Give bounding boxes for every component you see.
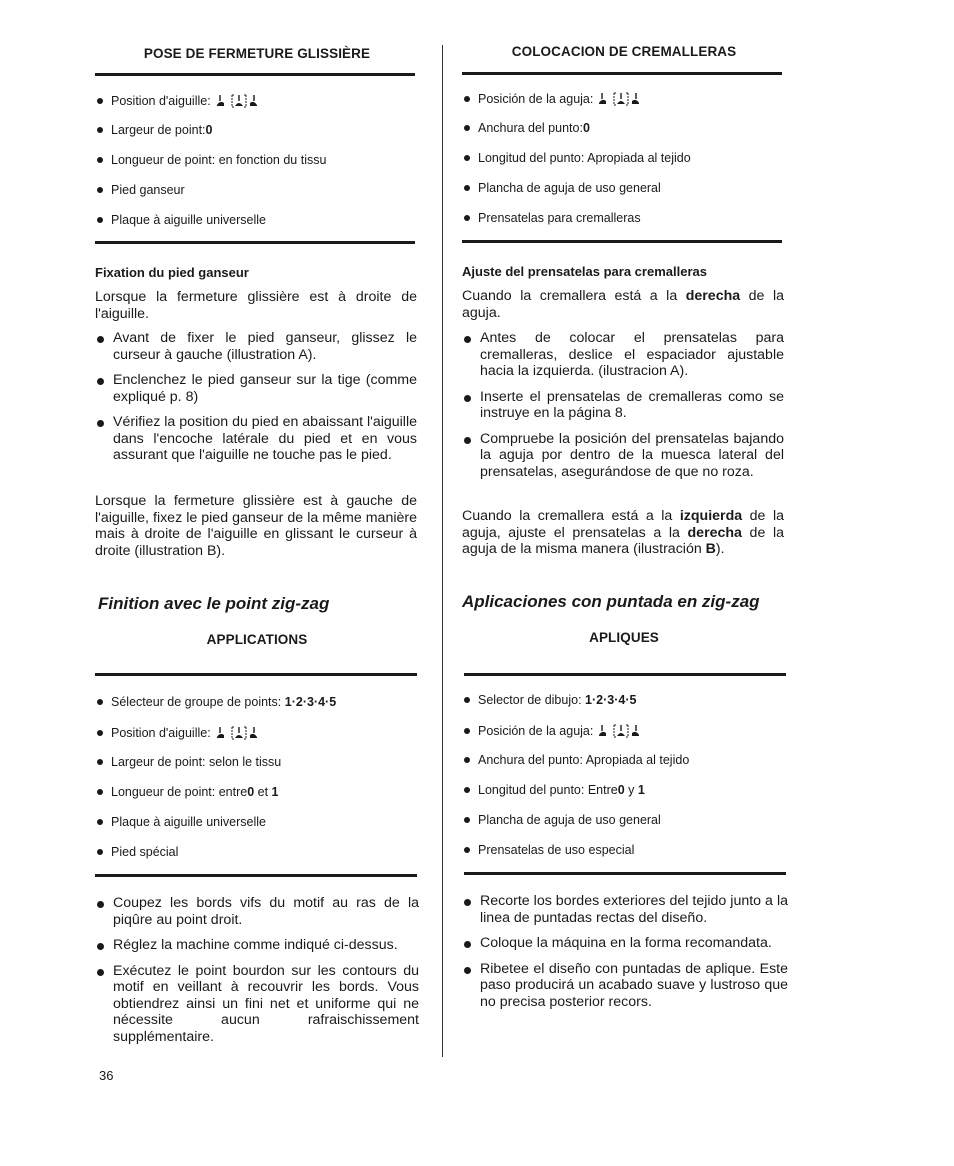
spec-stitch-length bbox=[95, 785, 279, 799]
rule bbox=[95, 874, 417, 877]
bullet bbox=[464, 155, 470, 161]
text: izquierda bbox=[679, 508, 743, 524]
paragraph bbox=[462, 508, 784, 558]
spec-label: Plancha de aguja de uso general bbox=[478, 813, 661, 827]
spec-label: Largeur de point: bbox=[111, 123, 206, 137]
bullet bbox=[97, 819, 103, 825]
section-heading: Finition avec le point zig-zag bbox=[98, 594, 330, 613]
spec-value: 0 bbox=[247, 785, 255, 799]
spec-label: Prensatelas de uso especial bbox=[478, 843, 635, 857]
list-item: Vérifiez la position du pied en abaissant l'aiguille dans l'encoche latérale du pied et en vous assurant que l'aiguille ne touche pas le pied. bbox=[95, 414, 417, 464]
list-item: Avant de fixer le pied ganseur, glissez le curseur à gauche (illustration A). bbox=[95, 330, 417, 363]
text: Cuando la cremallera está a la bbox=[462, 288, 686, 304]
bullet bbox=[464, 697, 470, 703]
spec-stitch-width bbox=[95, 123, 212, 137]
spec-label: Longueur de point: entre bbox=[111, 785, 248, 799]
bullet bbox=[97, 730, 103, 736]
needle-position-icon bbox=[217, 725, 259, 741]
bullet bbox=[97, 789, 103, 795]
spec-label: Pied ganseur bbox=[111, 183, 185, 197]
rule bbox=[95, 673, 417, 676]
spec-label: Posición de la aguja: bbox=[478, 724, 594, 738]
bullet bbox=[464, 185, 470, 191]
spec-needle-position bbox=[462, 723, 641, 739]
spec-stitch-width bbox=[462, 121, 590, 135]
rule bbox=[95, 241, 415, 244]
text: de la aguja, ajuste el prensatelas a la bbox=[462, 508, 784, 541]
bullet-list bbox=[462, 330, 784, 480]
spec-label: Longitud del punto: Apropiada al tejido bbox=[478, 151, 691, 165]
list-item: Réglez la machine comme indiqué ci-dessus. bbox=[95, 937, 419, 954]
spec-value: 1·2·3·4·5 bbox=[284, 695, 337, 709]
bullet bbox=[464, 125, 470, 131]
spec-needle-position bbox=[462, 91, 641, 107]
bullet bbox=[97, 759, 103, 765]
paragraph: Lorsque la fermeture glissière est à gauche de l'aiguille, fixez le pied ganseur de la même manière mais à droite de l'aiguille en glissant le curseur à droite (illustration B). bbox=[95, 493, 417, 559]
text: Cuando la cremallera está a la bbox=[462, 508, 680, 524]
spec-plate bbox=[462, 181, 661, 195]
spec-label: Plaque à aiguille universelle bbox=[111, 213, 266, 227]
section-heading: Aplicaciones con puntada en zig-zag bbox=[462, 592, 760, 611]
page-number: 36 bbox=[99, 1068, 114, 1083]
bullet bbox=[97, 127, 103, 133]
spec-foot bbox=[462, 843, 634, 857]
spec-stitch-width bbox=[462, 753, 689, 767]
rule bbox=[95, 73, 415, 76]
bullet bbox=[464, 847, 470, 853]
section-title: COLOCACION DE CREMALLERAS bbox=[511, 44, 737, 59]
list-item: Coloque la máquina en la forma recomandata. bbox=[462, 935, 788, 952]
spec-foot bbox=[95, 183, 185, 197]
bullet bbox=[464, 757, 470, 763]
subheading: Ajuste del prensatelas para cremalleras bbox=[462, 264, 707, 279]
rule bbox=[462, 240, 782, 243]
subheading: Fixation du pied ganseur bbox=[95, 265, 249, 280]
bullet bbox=[97, 98, 103, 104]
spec-label: Longueur de point: en fonction du tissu bbox=[111, 153, 327, 167]
spec-value: 0 bbox=[205, 123, 213, 137]
column-divider bbox=[442, 45, 443, 1057]
section-title: POSE DE FERMETURE GLISSIÈRE bbox=[143, 46, 371, 61]
spec-plate bbox=[95, 815, 266, 829]
text: derecha bbox=[687, 524, 742, 541]
spec-plate bbox=[462, 813, 661, 827]
spec-label: Pied spécial bbox=[111, 845, 179, 859]
text: ). bbox=[715, 541, 725, 557]
spec-label: Longitud del punto: Entre bbox=[478, 783, 618, 797]
list-item: Inserte el prensatelas de cremalleras como se instruye en la página 8. bbox=[462, 389, 784, 422]
bullet bbox=[97, 849, 103, 855]
paragraph: Lorsque la fermeture glissière est à droite de l'aiguille. bbox=[95, 289, 417, 322]
list-item: Exécutez le point bourdon sur les contours du motif en veillant à recouvrir les bords. Vous obtiendrez ainsi un fini net et uniforme qui ne nécessite aucun rafraischissement supplémentaire. bbox=[95, 963, 419, 1046]
bullet bbox=[464, 728, 470, 734]
spec-label: Sélecteur de groupe de points: bbox=[111, 695, 282, 709]
text: de la aguja de la misma manera (ilustración bbox=[462, 524, 784, 557]
bullet bbox=[464, 817, 470, 823]
spec-label: Position d'aiguille: bbox=[111, 94, 211, 108]
spec-value: 0 bbox=[582, 121, 590, 135]
spec-needle-position bbox=[95, 725, 259, 741]
list-item: Coupez les bords vifs du motif au ras de la piqûre au point droit. bbox=[95, 895, 419, 928]
bullet bbox=[464, 96, 470, 102]
bullet-list bbox=[95, 895, 419, 1045]
spec-needle-position bbox=[95, 93, 259, 109]
spec-label: Posición de la aguja: bbox=[478, 92, 594, 106]
needle-position-icon bbox=[599, 91, 641, 107]
spec-label: Prensatelas para cremalleras bbox=[478, 211, 641, 225]
spec-value: 1·2·3·4·5 bbox=[585, 693, 637, 707]
bullet bbox=[97, 187, 103, 193]
bullet-list bbox=[95, 330, 417, 464]
spec-stitch-group bbox=[95, 695, 336, 709]
bullet bbox=[464, 215, 470, 221]
needle-position-icon bbox=[217, 93, 259, 109]
list-item: Enclenchez le pied ganseur sur la tige (comme expliqué p. 8) bbox=[95, 372, 417, 405]
needle-position-icon bbox=[599, 723, 641, 739]
spec-stitch-length bbox=[462, 783, 645, 797]
section-title: APPLICATIONS bbox=[206, 632, 308, 647]
spec-value: 1 bbox=[271, 785, 279, 799]
spec-label: Plaque à aiguille universelle bbox=[111, 815, 266, 829]
spec-plate bbox=[95, 213, 266, 227]
spec-label: Anchura del punto: Apropiada al tejido bbox=[478, 753, 690, 767]
bullet bbox=[464, 787, 470, 793]
bullet bbox=[97, 157, 103, 163]
spec-label: Plancha de aguja de uso general bbox=[478, 181, 661, 195]
text: de la aguja. bbox=[462, 288, 784, 321]
spec-stitch-group bbox=[462, 693, 636, 707]
bullet bbox=[97, 699, 103, 705]
list-item: Antes de colocar el prensatelas para cremalleras, deslice el espaciador ajustable hacia la izquierda. (ilustracion A). bbox=[462, 330, 784, 380]
bullet bbox=[97, 217, 103, 223]
spec-label: et bbox=[254, 785, 272, 799]
paragraph bbox=[462, 288, 784, 321]
spec-foot bbox=[462, 211, 641, 225]
rule bbox=[462, 72, 782, 75]
rule bbox=[464, 673, 786, 676]
spec-stitch-length bbox=[95, 153, 326, 167]
spec-stitch-length bbox=[462, 151, 691, 165]
spec-label: Position d'aiguille: bbox=[111, 726, 211, 740]
spec-label: y bbox=[624, 783, 638, 797]
list-item: Recorte los bordes exteriores del tejido junto a la linea de puntadas rectas del diseño. bbox=[462, 893, 788, 926]
spec-foot bbox=[95, 845, 178, 859]
text: derecha bbox=[685, 288, 741, 304]
rule bbox=[464, 872, 786, 875]
spec-stitch-width bbox=[95, 755, 281, 769]
spec-label: Anchura del punto: bbox=[478, 121, 583, 135]
spec-label: Largeur de point: selon le tissu bbox=[111, 755, 282, 769]
spec-label: Selector de dibujo: bbox=[478, 693, 582, 707]
spec-value: 0 bbox=[617, 783, 625, 797]
list-item: Ribetee el diseño con puntadas de aplique. Este paso producirá un acabado suave y lustroso que no precisa posterior recors. bbox=[462, 961, 788, 1011]
bullet-list bbox=[462, 893, 788, 1010]
spec-value: 1 bbox=[637, 783, 645, 797]
text: B bbox=[705, 541, 716, 557]
section-title: APLIQUES bbox=[589, 630, 659, 645]
list-item: Compruebe la posición del prensatelas bajando la aguja por dentro de la muesca lateral del prensatelas, asegurándose de que no roza. bbox=[462, 431, 784, 481]
